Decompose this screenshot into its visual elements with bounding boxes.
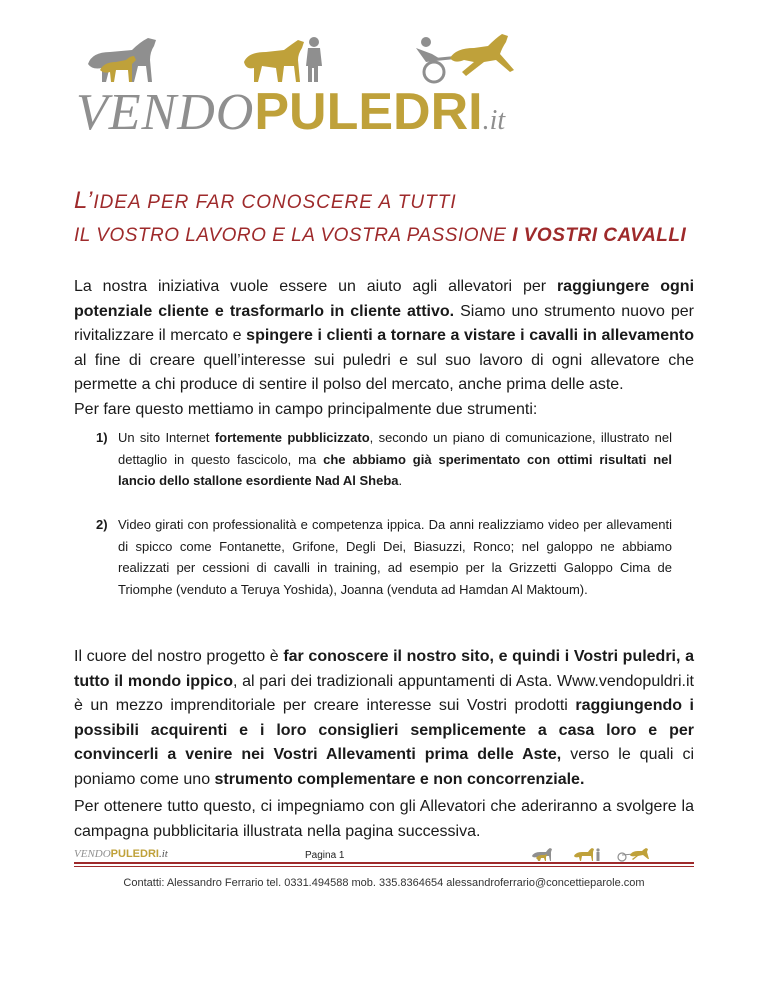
list-item-text (118, 427, 672, 492)
logo (70, 30, 550, 150)
footer-divider (74, 866, 694, 867)
intro-text: Per fare questo mettiamo in campo principalmente due strumenti: (74, 400, 538, 418)
contacts: Contatti: Alessandro Ferrario tel. 0331.494588 mob. 335.8364654 alessandroferrario@concettieparole.com (123, 877, 645, 889)
list-bold: che abbiamo già sperimentato con ottimi risultati nel lancio dello stallone esordiente Nad Al Sheba (118, 451, 673, 488)
heading-line2-text: IL VOSTRO LAVORO E LA VOSTRA PASSIONE (74, 225, 507, 246)
logo-vendo: VENDO (76, 84, 255, 141)
footer-divider (74, 862, 694, 864)
intro-text: Siamo uno strumento nuovo per rivitalizzare il mercato e (74, 302, 694, 344)
intro-bold: spingere i clienti a tornare a vistare i cavalli in allevamento (246, 327, 694, 344)
list-item-text: Video girati con professionalità e competenza ippica. Da anni realizziamo video per allevamenti di spicco come Fontanette, Grifone, Degli Dei, Biasuzzi, Ronco; nel galoppo ne abbiamo realizzati per cessioni di cavalli in training, ad esempio per la Grizzetti Galoppo Cima de Triomphe (venduto a Teruya Yoshida), Joanna (venduta ad Hamdan Al Maktoum). (118, 517, 672, 597)
logo-it: .it (482, 105, 506, 136)
page-number: Pagina 1 (305, 850, 345, 861)
heading-line2-bold: I VOSTRI CAVALLI (512, 225, 687, 246)
horses-illustration-icon (70, 30, 550, 90)
list-number: 1) (96, 430, 108, 445)
list-item (96, 514, 672, 600)
core-bold: far conoscere il nostro sito, e quindi i Vostri puledri, a tutto il mondo ippico (74, 648, 694, 690)
list-number: 2) (96, 517, 108, 532)
closing-paragraph: Per ottenere tutto questo, ci impegniamo con gli Allevatori che aderiranno a svolgere la campagna pubblicitaria illustrata nella pagina successiva. (74, 798, 694, 840)
footer-horses-icon (530, 848, 650, 867)
core-bold: raggiungendo i possibili acquirenti e i loro consiglieri semplicemente a casa loro e per convincerli a venire nei Vostri Allevamenti prima delle Aste, (74, 697, 694, 763)
core-text: Il cuore del nostro progetto è (74, 648, 284, 665)
heading-initial: L’ (74, 187, 94, 214)
core-text: , al pari dei tradizionali appuntamenti di Asta. Www.vendopuldri.it è un mezzo imprenditoriale per creare interesse sui Vostri prodotti (74, 672, 695, 714)
footer-brand-it: .it (158, 848, 168, 860)
heading-line1-text: IDEA PER FAR CONOSCERE A TUTTI (93, 192, 457, 213)
logo-wordmark (76, 83, 506, 141)
footer-brand-puledri: PULEDRI (110, 848, 159, 860)
intro-paragraph (74, 275, 694, 422)
footer-brand-vendo: VENDO (74, 848, 111, 860)
intro-text: La nostra iniziativa vuole essere un aiuto agli allevatori per (74, 278, 557, 295)
intro-text: al fine di creare quell’interesse sui puledri e sul suo lavoro di ogni allevatore che permette a chi produce di sentire il polso del mercato, anche prima delle aste. (74, 351, 694, 393)
list-text: . (398, 473, 403, 488)
list-text: , secondo un piano di comunicazione, illustrato nel dettaglio in questo fascicolo, ma (118, 430, 672, 467)
list-item (96, 427, 672, 492)
core-bold: strumento complementare e non concorrenziale. (214, 770, 585, 788)
heading-line2 (74, 225, 686, 247)
heading-line1 (74, 187, 457, 215)
core-paragraph (74, 645, 694, 792)
list-bold: fortemente pubblicizzato (214, 430, 370, 445)
list-text: Un sito Internet (118, 430, 215, 445)
intro-bold: raggiungere ogni potenziale cliente e trasformarlo in cliente attivo. (74, 278, 695, 320)
core-text: verso le quali ci poniamo come uno (74, 746, 694, 788)
logo-puledri: PULEDRI (254, 83, 483, 141)
footer-brand (74, 848, 168, 860)
